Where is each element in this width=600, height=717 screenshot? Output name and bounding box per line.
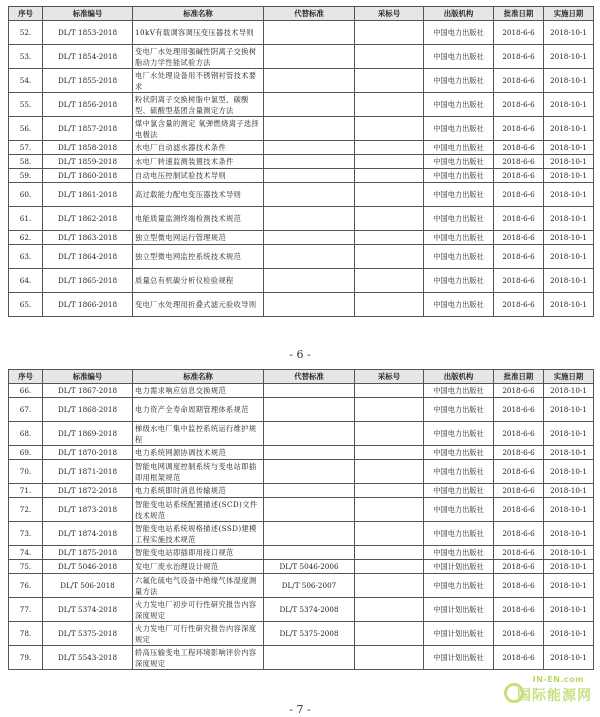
replaced-standard (264, 546, 355, 560)
publisher: 中国电力出版社 (424, 169, 494, 183)
approval-date: 2018-6-6 (494, 169, 544, 183)
page-number: - 7 - (289, 703, 311, 716)
table-row (9, 522, 594, 546)
row-number: 75. (9, 560, 43, 574)
implementation-date: 2018-10-1 (544, 384, 594, 398)
replaced-standard (264, 245, 355, 269)
header-approve: 批准日期 (494, 370, 544, 384)
publisher: 中国电力出版社 (424, 574, 494, 598)
standard-code: DL/T 1863-2018 (43, 231, 133, 245)
replaced-standard (264, 231, 355, 245)
row-number: 59. (9, 169, 43, 183)
adopted-standard (355, 384, 424, 398)
row-number: 79. (9, 646, 43, 670)
implementation-date: 2018-10-1 (544, 141, 594, 155)
header-publisher: 出版机构 (424, 370, 494, 384)
header-name: 标准名称 (133, 7, 264, 21)
publisher: 中国计划出版社 (424, 646, 494, 670)
row-number: 69. (9, 446, 43, 460)
adopted-standard (355, 498, 424, 522)
standard-code: DL/T 1857-2018 (43, 117, 133, 141)
standard-code: DL/T 1861-2018 (43, 183, 133, 207)
implementation-date: 2018-10-1 (544, 169, 594, 183)
replaced-standard (264, 155, 355, 169)
row-number: 58. (9, 155, 43, 169)
approval-date: 2018-6-6 (494, 460, 544, 484)
approval-date: 2018-6-6 (494, 207, 544, 231)
adopted-standard (355, 269, 424, 293)
standard-name: 智能变电站系统配置描述(SCD)文件技术规范 (133, 498, 264, 522)
implementation-date: 2018-10-1 (544, 45, 594, 69)
publisher: 中国电力出版社 (424, 45, 494, 69)
publisher: 中国电力出版社 (424, 21, 494, 45)
standard-name: 电能质量监测终端检测技术规范 (133, 207, 264, 231)
table-row (9, 269, 594, 293)
publisher: 中国电力出版社 (424, 117, 494, 141)
approval-date: 2018-6-6 (494, 484, 544, 498)
table-row (9, 622, 594, 646)
standard-name: 电力资产全寿命周期管理体系规范 (133, 398, 264, 422)
replaced-standard (264, 93, 355, 117)
implementation-date: 2018-10-1 (544, 183, 594, 207)
adopted-standard (355, 646, 424, 670)
standard-code: DL/T 1858-2018 (43, 141, 133, 155)
approval-date: 2018-6-6 (494, 293, 544, 317)
implementation-date: 2018-10-1 (544, 446, 594, 460)
implementation-date: 2018-10-1 (544, 293, 594, 317)
approval-date: 2018-6-6 (494, 269, 544, 293)
standards-table-page-7 (8, 369, 594, 670)
standard-name: 质量总有机碳分析仪检验规程 (133, 269, 264, 293)
replaced-standard (264, 169, 355, 183)
header-replaces: 代替标准 (264, 370, 355, 384)
adopted-standard (355, 231, 424, 245)
row-number: 60. (9, 183, 43, 207)
row-number: 54. (9, 69, 43, 93)
adopted-standard (355, 460, 424, 484)
row-number: 77. (9, 598, 43, 622)
table-row (9, 45, 594, 69)
header-code: 标准编号 (43, 370, 133, 384)
table-row (9, 422, 594, 446)
replaced-standard (264, 183, 355, 207)
adopted-standard (355, 598, 424, 622)
standard-name: 水电厂转速监测装置技术条件 (133, 155, 264, 169)
row-number: 70. (9, 460, 43, 484)
approval-date: 2018-6-6 (494, 446, 544, 460)
adopted-standard (355, 93, 424, 117)
implementation-date: 2018-10-1 (544, 622, 594, 646)
replaced-standard (264, 446, 355, 460)
table-row (9, 398, 594, 422)
watermark-text: 国际能源网 (517, 688, 592, 704)
replaced-standard (264, 117, 355, 141)
approval-date: 2018-6-6 (494, 245, 544, 269)
standard-name: 独立型微电网监控系统技术规范 (133, 245, 264, 269)
replaced-standard (264, 522, 355, 546)
publisher: 中国电力出版社 (424, 69, 494, 93)
replaced-standard (264, 207, 355, 231)
row-number: 73. (9, 522, 43, 546)
approval-date: 2018-6-6 (494, 117, 544, 141)
header-impl: 实施日期 (544, 7, 594, 21)
row-number: 61. (9, 207, 43, 231)
implementation-date: 2018-10-1 (544, 155, 594, 169)
row-number: 72. (9, 498, 43, 522)
publisher: 中国电力出版社 (424, 422, 494, 446)
replaced-standard (264, 69, 355, 93)
adopted-standard (355, 117, 424, 141)
header-no: 序号 (9, 370, 43, 384)
publisher: 中国电力出版社 (424, 460, 494, 484)
approval-date: 2018-6-6 (494, 598, 544, 622)
row-number: 68. (9, 422, 43, 446)
replaced-standard (264, 141, 355, 155)
adopted-standard (355, 484, 424, 498)
publisher: 中国电力出版社 (424, 155, 494, 169)
replaced-standard (264, 293, 355, 317)
standard-code: DL/T 1853-2018 (43, 21, 133, 45)
table-row (9, 293, 594, 317)
row-number: 53. (9, 45, 43, 69)
adopted-standard (355, 155, 424, 169)
implementation-date: 2018-10-1 (544, 93, 594, 117)
standard-code: DL/T 1859-2018 (43, 155, 133, 169)
adopted-standard (355, 169, 424, 183)
standard-name: 变电厂水处理用强碱性阴离子交换树脂动力学性能试验方法 (133, 45, 264, 69)
row-number: 78. (9, 622, 43, 646)
replaced-standard (264, 384, 355, 398)
table-row (9, 117, 594, 141)
replaced-standard (264, 45, 355, 69)
table-header-row (9, 370, 594, 384)
approval-date: 2018-6-6 (494, 646, 544, 670)
publisher: 中国计划出版社 (424, 598, 494, 622)
implementation-date: 2018-10-1 (544, 646, 594, 670)
implementation-date: 2018-10-1 (544, 398, 594, 422)
implementation-date: 2018-10-1 (544, 560, 594, 574)
standard-name: 电力系统网源协调技术规范 (133, 446, 264, 460)
table-row (9, 560, 594, 574)
adopted-standard (355, 207, 424, 231)
approval-date: 2018-6-6 (494, 398, 544, 422)
standard-code: DL/T 1875-2018 (43, 546, 133, 560)
table-header-row (9, 7, 594, 21)
table-row (9, 460, 594, 484)
header-approve: 批准日期 (494, 7, 544, 21)
publisher: 中国电力出版社 (424, 245, 494, 269)
standard-code: DL/T 1862-2018 (43, 207, 133, 231)
table-row (9, 574, 594, 598)
replaced-standard: DL/T 5374-2008 (264, 598, 355, 622)
row-number: 71. (9, 484, 43, 498)
standard-code: DL/T 1866-2018 (43, 293, 133, 317)
implementation-date: 2018-10-1 (544, 21, 594, 45)
implementation-date: 2018-10-1 (544, 117, 594, 141)
row-number: 67. (9, 398, 43, 422)
table-row (9, 598, 594, 622)
approval-date: 2018-6-6 (494, 231, 544, 245)
table-row (9, 93, 594, 117)
approval-date: 2018-6-6 (494, 546, 544, 560)
adopted-standard (355, 141, 424, 155)
publisher: 中国电力出版社 (424, 398, 494, 422)
standard-name: 变电厂水处理用折叠式滤元验收导则 (133, 293, 264, 317)
standard-name: 智能电网调度控制系统与变电站即插即用框架规范 (133, 460, 264, 484)
standard-name: 轿高压输变电工程环境影响评价内容深度规定 (133, 646, 264, 670)
adopted-standard (355, 446, 424, 460)
row-number: 56. (9, 117, 43, 141)
row-number: 63. (9, 245, 43, 269)
table-row (9, 498, 594, 522)
row-number: 62. (9, 231, 43, 245)
row-number: 57. (9, 141, 43, 155)
standard-name: 智能变电站即插即用接口规范 (133, 546, 264, 560)
adopted-standard (355, 574, 424, 598)
standard-name: 自动电压控制试验技术导则 (133, 169, 264, 183)
standard-code: DL/T 1856-2018 (43, 93, 133, 117)
standard-code: DL/T 1865-2018 (43, 269, 133, 293)
implementation-date: 2018-10-1 (544, 574, 594, 598)
implementation-date: 2018-10-1 (544, 546, 594, 560)
publisher: 中国电力出版社 (424, 484, 494, 498)
standard-code: DL/T 1874-2018 (43, 522, 133, 546)
adopted-standard (355, 622, 424, 646)
standard-code: DL/T 1869-2018 (43, 422, 133, 446)
header-publisher: 出版机构 (424, 7, 494, 21)
standard-name: 水电厂自动滤水器技术条件 (133, 141, 264, 155)
implementation-date: 2018-10-1 (544, 269, 594, 293)
standard-name: 电力系统即时消息传输规范 (133, 484, 264, 498)
approval-date: 2018-6-6 (494, 522, 544, 546)
standard-code: DL/T 1855-2018 (43, 69, 133, 93)
standard-code: DL/T 1868-2018 (43, 398, 133, 422)
adopted-standard (355, 522, 424, 546)
adopted-standard (355, 560, 424, 574)
implementation-date: 2018-10-1 (544, 69, 594, 93)
approval-date: 2018-6-6 (494, 21, 544, 45)
standard-name: 电厂水处理设备用不锈钢衬管技术要求 (133, 69, 264, 93)
standard-name: 粉状阴离子交换树脂中氯型、碳酸型、硫酸型基团含量测定方法 (133, 93, 264, 117)
implementation-date: 2018-10-1 (544, 245, 594, 269)
approval-date: 2018-6-6 (494, 574, 544, 598)
table-row (9, 646, 594, 670)
publisher: 中国电力出版社 (424, 546, 494, 560)
header-replaces: 代替标准 (264, 7, 355, 21)
row-number: 65. (9, 293, 43, 317)
table-row (9, 546, 594, 560)
approval-date: 2018-6-6 (494, 498, 544, 522)
publisher: 中国电力出版社 (424, 141, 494, 155)
replaced-standard (264, 21, 355, 45)
adopted-standard (355, 45, 424, 69)
standard-code: DL/T 1870-2018 (43, 446, 133, 460)
replaced-standard (264, 269, 355, 293)
adopted-standard (355, 293, 424, 317)
standard-code: DL/T 1860-2018 (43, 169, 133, 183)
publisher: 中国电力出版社 (424, 384, 494, 398)
table-body (9, 384, 594, 670)
implementation-date: 2018-10-1 (544, 460, 594, 484)
implementation-date: 2018-10-1 (544, 484, 594, 498)
approval-date: 2018-6-6 (494, 560, 544, 574)
adopted-standard (355, 398, 424, 422)
standard-name: 火力发电厂初步可行性研究报告内容深度规定 (133, 598, 264, 622)
standard-name: 煤中氯含量的测定 氧弹燃烧离子选择电极法 (133, 117, 264, 141)
publisher: 中国计划出版社 (424, 560, 494, 574)
standard-name: 火力发电厂可行性研究报告内容深度规定 (133, 622, 264, 646)
header-code: 标准编号 (43, 7, 133, 21)
replaced-standard: DL/T 5046-2006 (264, 560, 355, 574)
approval-date: 2018-6-6 (494, 93, 544, 117)
implementation-date: 2018-10-1 (544, 598, 594, 622)
implementation-date: 2018-10-1 (544, 422, 594, 446)
replaced-standard: DL/T 5375-2008 (264, 622, 355, 646)
implementation-date: 2018-10-1 (544, 207, 594, 231)
standard-code: DL/T 1854-2018 (43, 45, 133, 69)
adopted-standard (355, 546, 424, 560)
replaced-standard (264, 398, 355, 422)
adopted-standard (355, 21, 424, 45)
replaced-standard: DL/T 506-2007 (264, 574, 355, 598)
standard-name: 梯级水电厂集中监控系统运行维护规程 (133, 422, 264, 446)
publisher: 中国电力出版社 (424, 183, 494, 207)
standard-code: DL/T 5374-2018 (43, 598, 133, 622)
implementation-date: 2018-10-1 (544, 231, 594, 245)
table-row (9, 384, 594, 398)
approval-date: 2018-6-6 (494, 141, 544, 155)
watermark-url: IN-EN.com (532, 675, 584, 684)
table-row (9, 484, 594, 498)
approval-date: 2018-6-6 (494, 384, 544, 398)
standard-code: DL/T 5543-2018 (43, 646, 133, 670)
standard-code: DL/T 1871-2018 (43, 460, 133, 484)
publisher: 中国电力出版社 (424, 207, 494, 231)
page-number: - 6 - (289, 348, 311, 361)
table-row (9, 446, 594, 460)
header-name: 标准名称 (133, 370, 264, 384)
publisher: 中国电力出版社 (424, 93, 494, 117)
standard-name: 电力需求响应信息交换规范 (133, 384, 264, 398)
header-impl: 实施日期 (544, 370, 594, 384)
table-row (9, 155, 594, 169)
standard-name: 10kV有载调容调压变压器技术导则 (133, 21, 264, 45)
standard-name: 高过载能力配电变压器技术导则 (133, 183, 264, 207)
row-number: 52. (9, 21, 43, 45)
table-row (9, 69, 594, 93)
standard-name: 独立型微电网运行管理规范 (133, 231, 264, 245)
table-row (9, 141, 594, 155)
adopted-standard (355, 245, 424, 269)
publisher: 中国电力出版社 (424, 446, 494, 460)
standard-code: DL/T 506-2018 (43, 574, 133, 598)
table-row (9, 169, 594, 183)
approval-date: 2018-6-6 (494, 183, 544, 207)
watermark-logo (498, 675, 596, 715)
table-row (9, 207, 594, 231)
standards-table-page-6 (8, 6, 594, 317)
approval-date: 2018-6-6 (494, 622, 544, 646)
approval-date: 2018-6-6 (494, 155, 544, 169)
publisher: 中国电力出版社 (424, 293, 494, 317)
implementation-date: 2018-10-1 (544, 522, 594, 546)
table-row (9, 21, 594, 45)
publisher: 中国电力出版社 (424, 231, 494, 245)
standard-code: DL/T 1864-2018 (43, 245, 133, 269)
adopted-standard (355, 183, 424, 207)
replaced-standard (264, 460, 355, 484)
standard-name: 六氟化硫电气设备中绝缘气体湿度测量方法 (133, 574, 264, 598)
approval-date: 2018-6-6 (494, 45, 544, 69)
replaced-standard (264, 422, 355, 446)
row-number: 55. (9, 93, 43, 117)
standard-code: DL/T 1872-2018 (43, 484, 133, 498)
replaced-standard (264, 498, 355, 522)
approval-date: 2018-6-6 (494, 422, 544, 446)
replaced-standard (264, 646, 355, 670)
table-row (9, 245, 594, 269)
publisher: 中国电力出版社 (424, 498, 494, 522)
replaced-standard (264, 484, 355, 498)
standard-name: 智能变电站系统规格描述(SSD)建模工程实施技术规范 (133, 522, 264, 546)
standard-code: DL/T 5046-2018 (43, 560, 133, 574)
table-body (9, 21, 594, 317)
standard-name: 发电厂废水治理设计规范 (133, 560, 264, 574)
standard-code: DL/T 1873-2018 (43, 498, 133, 522)
publisher: 中国电力出版社 (424, 522, 494, 546)
row-number: 76. (9, 574, 43, 598)
row-number: 66. (9, 384, 43, 398)
standard-code: DL/T 1867-2018 (43, 384, 133, 398)
table-row (9, 231, 594, 245)
publisher: 中国电力出版社 (424, 269, 494, 293)
header-adopt: 采标号 (355, 7, 424, 21)
header-no: 序号 (9, 7, 43, 21)
standard-code: DL/T 5375-2018 (43, 622, 133, 646)
publisher: 中国计划出版社 (424, 622, 494, 646)
adopted-standard (355, 422, 424, 446)
row-number: 74. (9, 546, 43, 560)
adopted-standard (355, 69, 424, 93)
table-row (9, 183, 594, 207)
header-adopt: 采标号 (355, 370, 424, 384)
implementation-date: 2018-10-1 (544, 498, 594, 522)
approval-date: 2018-6-6 (494, 69, 544, 93)
row-number: 64. (9, 269, 43, 293)
